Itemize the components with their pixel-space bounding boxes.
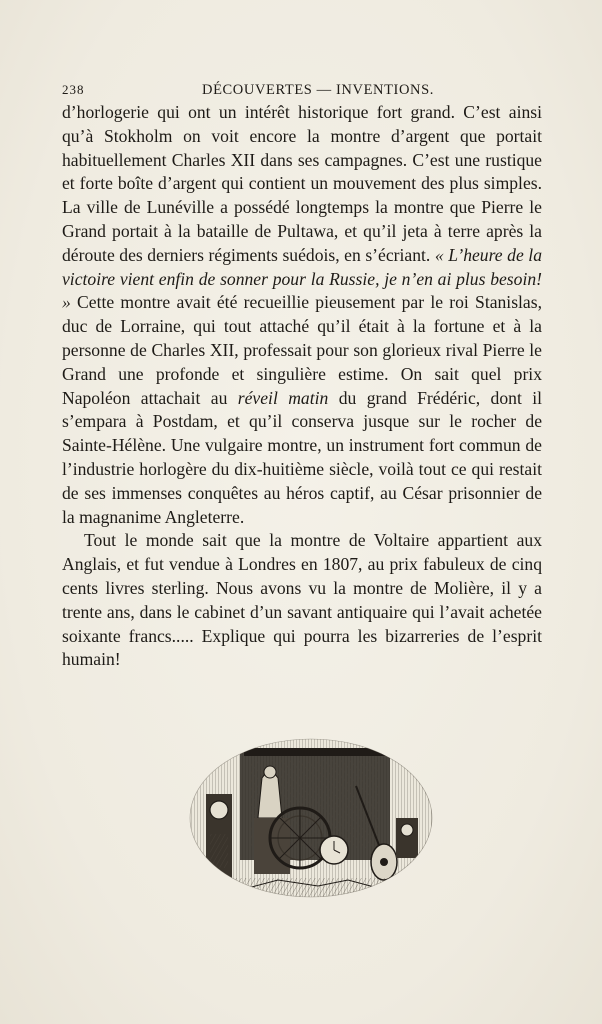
body-text [62,101,542,672]
engraving-illustration [188,738,434,898]
clocks-engraving-image [188,738,434,898]
paragraph-1 [62,101,542,529]
reveil-matin-italic: réveil matin [237,387,329,408]
page-number: 238 [62,82,85,97]
paragraph-1-part-c: du grand Frédéric, dont il s’empara à Postdam, et qu’il conserva jusque sur le rocher de Sainte-Hélène. Une vulgaire montre, un instrument fort commun de l’industrie horlogère du dix-huitième siècle, voilà tout ce qui restait de ses immenses conquêtes au héros captif, au César prisonnier de la magnanime Angleterre. [62,387,542,527]
running-title: DÉCOUVERTES — INVENTIONS. [202,82,435,98]
paragraph-1-part-a: d’horlogerie qui ont un intérêt historique fort grand. C’est ainsi qu’à Stokholm on voit encore la montre d’argent que portait habituellement Charles XII dans ses campagnes. C’est une rustique et forte boîte d’argent qui contient un mouvement des plus simples. La ville de Lunéville a possédé longtemps la montre que Pierre le Grand portait à la bataille de Pultawa, et qu’il jeta à terre après la déroute des derniers régiments suédois, en s’écriant. [62,102,542,265]
quote-italic: « L’heure de la victoire vient enfin de sonner pour la Russie, je n’en ai plus besoin! » [62,244,542,313]
paragraph-1-part-b: Cette montre avait été recueillie pieusement par le roi Stanislas, duc de Lorraine, qui tout attaché qu’il était à la fortune et à la personne de Charles XII, professait pour son glorieux rival Pierre le Grand une profonde et singulière estime. On sait quel prix Napoléon attachait au [62,292,542,408]
paragraph-2: Tout le monde sait que la montre de Voltaire appartient aux Anglais, et fut vendue à Londres en 1807, au prix fabuleux de cinq cents livres sterling. Nous avons vu la montre de Molière, il y a trente ans, dans le cabinet d’un savant antiquaire qui l’avait achetée soixante francs..... Explique qui pourra les bizarreries de l’esprit humain! [62,530,542,670]
